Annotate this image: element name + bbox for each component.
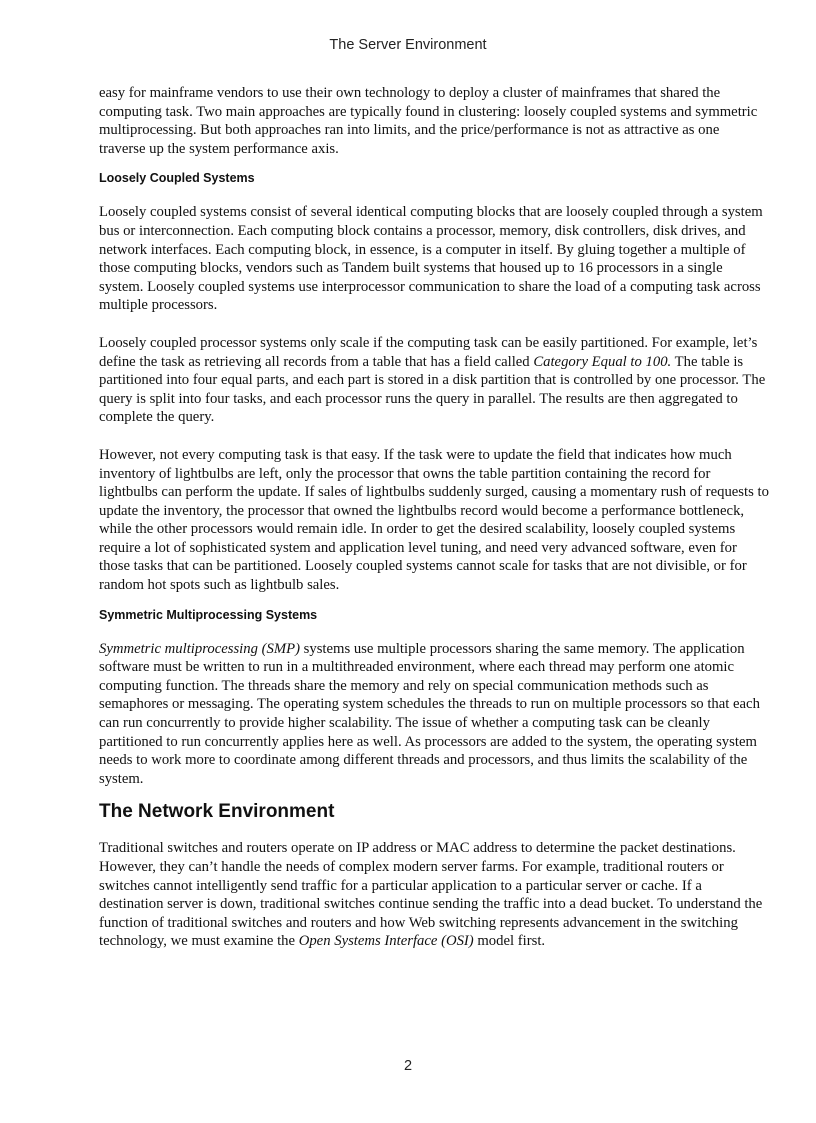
italic-term: Symmetric multiprocessing (SMP) — [99, 640, 300, 657]
page-body — [99, 84, 769, 970]
network-paragraph — [99, 839, 769, 951]
running-header: The Server Environment — [329, 37, 487, 53]
loosely-coupled-heading: Loosely Coupled Systems — [99, 171, 255, 186]
page-number: 2 — [403, 1058, 413, 1074]
intro-paragraph: easy for mainframe vendors to use their own technology to deploy a cluster of mainframes that shared the computing task. Two main approaches are typically found in clustering: loosely coupled systems and symmetric multiprocessing. But both approaches ran into limits, and the price/performance is not as attractive as one traverse up the system performance axis. — [99, 85, 758, 157]
loosely-coupled-paragraph-1: Loosely coupled systems consist of several identical computing blocks that are loosely coupled through a system bus or interconnection. Each computing block contains a processor, memory, disk controllers, disk drives, and network interfaces. Each computing block, in essence, is a computer in itself. By gluing together a multiple of those computing blocks, vendors such as Tandem built systems that housed up to 16 processors in a single system. Loosely coupled systems use interprocessor communication to share the load of a computing task across multiple processors. — [99, 204, 763, 314]
network-heading: The Network Environment — [99, 801, 335, 823]
paragraph-text: Loosely coupled processor systems only scale if the computing task can be easily partitioned. For example, let’s define the task as retrieving all records from a table that has a field called — [99, 334, 758, 370]
paragraph-text: The table is partitioned into four equal parts, and each part is stored in a disk partition that is controlled by one processor. The query is split into four tasks, and each processor runs the query in parallel. The results are then aggregated to complete the query. — [99, 353, 766, 426]
italic-term: Open Systems Interface (OSI) — [298, 933, 474, 950]
paragraph-text: systems use multiple processors sharing the same memory. The application software must be written to run in a multithreaded environment, where each thread may perform one atomic computing function. The threads share the memory and rely on special communication methods such as semaphores or messaging. The operating system schedules the threads to run on multiple processors so that each can run concurrently to provide higher scalability. The issue of whether a computing task can be cleanly partitioned to run concurrently applies here as well. As processors are added to the system, the operating system needs to work more to coordinate among different threads and processors, and thus limits the scalability of the system. — [99, 640, 760, 787]
italic-term: Category Equal to 100. — [533, 353, 672, 370]
smp-paragraph — [99, 640, 769, 789]
loosely-coupled-paragraph-2 — [99, 334, 769, 427]
loosely-coupled-paragraph-3: However, not every computing task is that easy. If the task were to update the field that indicates how much inventory of lightbulbs are left, only the processor that owns the table partition containing the record for lightbulbs can perform the update. If sales of lightbulbs suddenly surged, causing a momentary rush of requests to update the inventory, the processor that owned the lightbulbs record would become a performance bottleneck, while the other processors would remain idle. In order to get the desired scalability, loosely coupled systems require a lot of sophisticated system and application level tuning, and need very advanced software, even for those tasks that can be partitioned. Loosely coupled systems cannot scale for tasks that are not divisible, or for random hot spots such as lightbulb sales. — [99, 446, 769, 594]
smp-heading: Symmetric Multiprocessing Systems — [99, 607, 318, 622]
paragraph-text: model first. — [473, 933, 546, 950]
paragraph-text: Traditional switches and routers operate on IP address or MAC address to determine the packet destinations. However, they can’t handle the needs of complex modern server farms. For example, traditional routers or switches cannot intelligently send traffic for a particular application to a particular server or cache. If a destination server is down, traditional switches continue sending the traffic into a dead bucket. To understand the function of traditional switches and routers and how Web switching represents advancement in the switching technology, we must examine the — [99, 840, 763, 950]
